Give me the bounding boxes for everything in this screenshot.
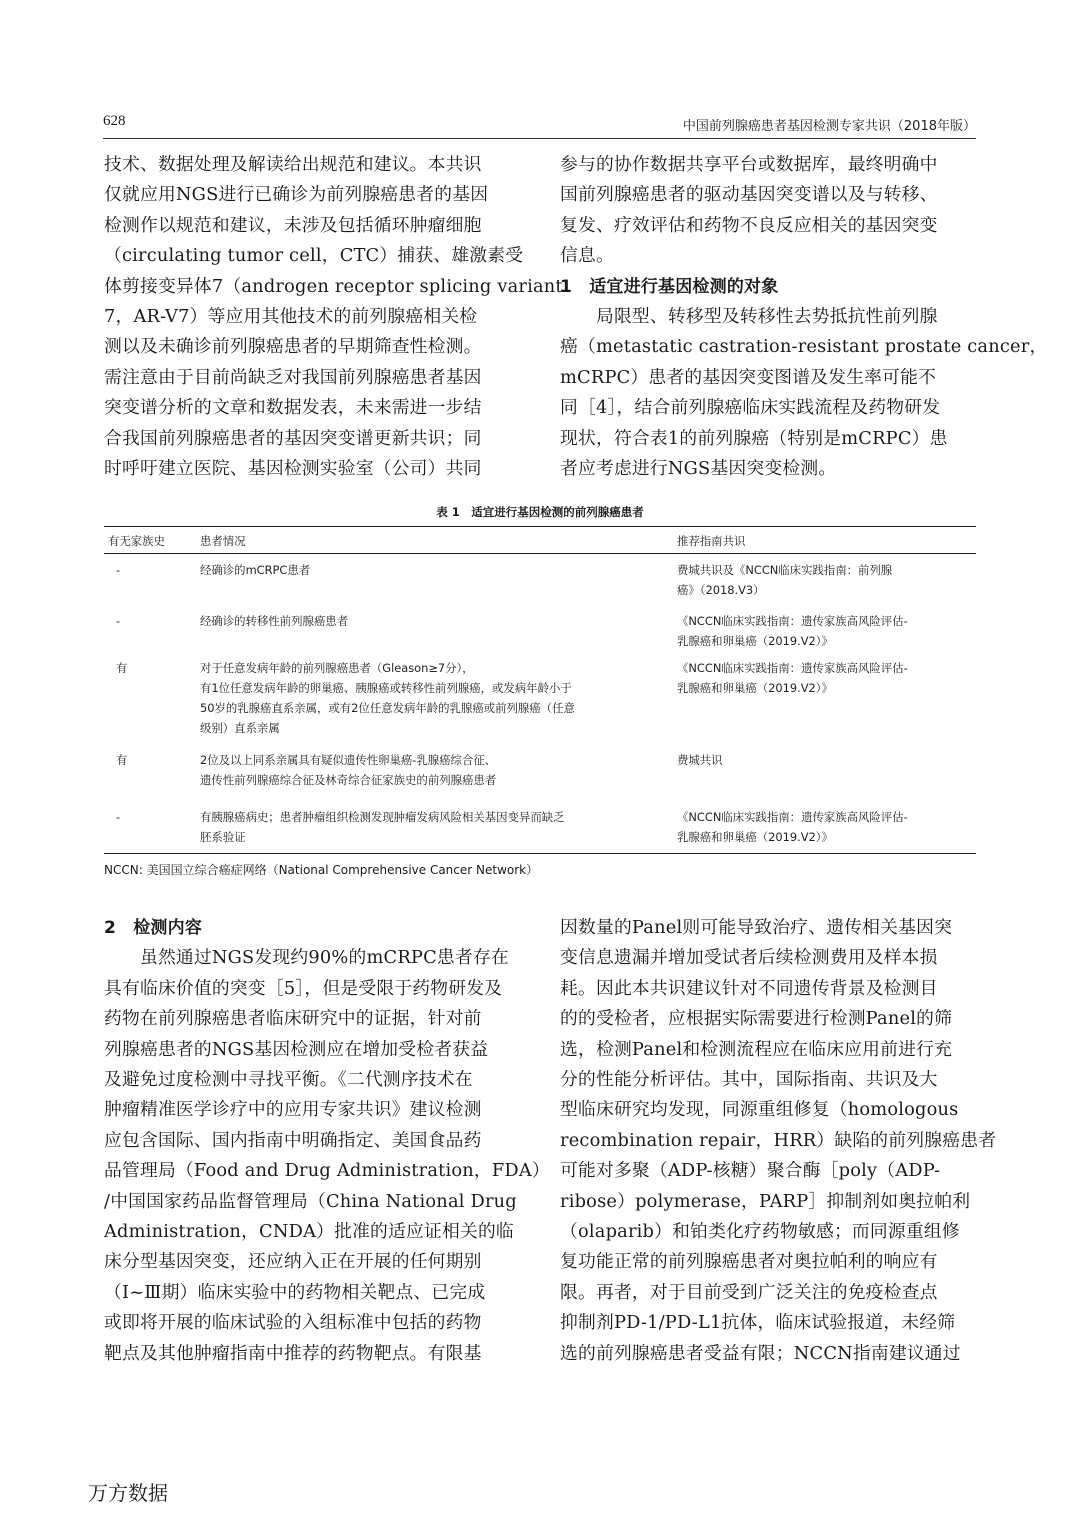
text-line: 复发、疗效评估和药物不良反应相关的基因突变: [560, 214, 938, 236]
text-line: Administration，CNDA）批准的适应证相关的临: [104, 1221, 514, 1243]
text-line: 具有临床价值的突变［5］，但是受限于药物研发及: [104, 977, 503, 999]
table-cell-guideline: 《NCCN临床实践指南：遗传家族高风险评估- 乳腺癌和卵巢癌（2019.V2）》: [677, 810, 908, 844]
text-line: 国前列腺癌患者的驱动基因突变谱以及与转移、: [560, 184, 938, 206]
table-cell-condition: 有胰腺癌病史；患者肿瘤组织检测发现肿瘤发病风险相关基因变异而缺乏 胚系验证: [200, 810, 565, 844]
table-cell-guideline: 费城共识: [677, 753, 723, 767]
text-line: （circulating tumor cell，CTC）捕获、雄激素受: [104, 245, 524, 267]
text-line: 虽然通过NGS发现约90%的mCRPC患者存在: [104, 947, 509, 969]
table-cell-condition: 2位及以上同系亲属具有疑似遗传性卵巢癌-乳腺癌综合征、 遗传性前列腺癌综合征及林奇综合征家族史的前列腺癌患者: [200, 753, 497, 787]
text-line: 测以及未确诊前列腺癌患者的早期筛查性检测。: [104, 336, 482, 358]
table-cell-family: -: [116, 810, 121, 824]
table-cell-guideline: 费城共识及《NCCN临床实践指南：前列腺 癌》（2018.V3）: [677, 563, 893, 597]
text-line: 现状，符合表1的前列腺癌（特别是mCRPC）患: [560, 427, 948, 449]
text-line: 耗。因此本共识建议针对不同遗传背景及检测目: [560, 977, 938, 999]
text-line: 可能对多聚（ADP-核糖）聚合酶［poly（ADP-: [560, 1160, 941, 1182]
text-line: 型临床研究均发现，同源重组修复（homologous: [560, 1099, 959, 1121]
text-line: 癌（metastatic castration-resistant prostate cancer，: [560, 336, 1048, 358]
text-line: 药物在前列腺癌患者临床研究中的证据，针对前: [104, 1008, 482, 1030]
text-line: 或即将开展的临床试验的入组标准中包括的药物: [104, 1312, 482, 1334]
text-line: 信息。: [560, 245, 614, 267]
text-line: 床分型基因突变，还应纳入正在开展的任何期别: [104, 1251, 482, 1273]
section-2-left: [104, 913, 550, 1369]
right-top-paragraph: [560, 150, 1048, 484]
text-line: 分的性能分析评估。其中，国际指南、共识及大: [560, 1069, 938, 1091]
text-line: 选，检测Panel和检测流程应在临床应用前进行充: [560, 1038, 953, 1060]
text-line: 抑制剂PD-1/PD-L1抗体，临床试验报道，未经筛: [560, 1312, 956, 1334]
table-cell-family: 有: [116, 753, 128, 767]
section-1-heading: 1 适宜进行基因检测的对象: [560, 276, 779, 297]
table-cell-family: -: [116, 614, 121, 628]
text-line: 选的前列腺癌患者受益有限；NCCN指南建议通过: [560, 1342, 961, 1364]
column-header-family: 有无家族史: [108, 534, 165, 548]
table-cell-condition: 对于任意发病年龄的前列腺癌患者（Gleason≥7分）， 有1位任意发病年龄的卵巢癌、胰腺癌或转移性前列腺癌，或发病年龄小于 50岁的乳腺癌直系亲属，或有2位任意发病年龄的乳腺癌或前列腺癌（任意 级别）直系亲属: [200, 661, 575, 735]
text-line: 时呼吁建立医院、基因检测实验室（公司）共同: [104, 458, 482, 480]
table-cell-condition: 经确诊的mCRPC患者: [200, 563, 311, 577]
section-2-right: [560, 913, 997, 1369]
text-line: 体剪接变异体7（androgen receptor splicing variant: [104, 275, 563, 297]
text-line: 同［4］，结合前列腺癌临床实践流程及药物研发: [560, 397, 941, 419]
text-line: 需注意由于目前尚缺乏对我国前列腺癌患者基因: [104, 366, 482, 388]
table-caption: 表 1 适宜进行基因检测的前列腺癌患者: [436, 505, 644, 519]
text-line: ribose）polymerase，PARP］抑制剂如奥拉帕利: [560, 1190, 971, 1212]
text-line: 局限型、转移型及转移性去势抵抗性前列腺: [560, 306, 938, 328]
text-line: （Ⅰ~Ⅲ期）临床实验中的药物相关靶点、已完成: [104, 1281, 486, 1303]
left-top-paragraph: [104, 150, 563, 484]
text-line: 品管理局（Food and Drug Administration，FDA）: [104, 1160, 550, 1182]
text-line: 变信息遗漏并增加受试者后续检测费用及样本损: [560, 947, 938, 969]
table-cell-guideline: 《NCCN临床实践指南：遗传家族高风险评估- 乳腺癌和卵巢癌（2019.V2）》: [677, 661, 908, 695]
text-line: 靶点及其他肿瘤指南中推荐的药物靶点。有限基: [104, 1342, 482, 1364]
column-header-condition: 患者情况: [200, 534, 246, 548]
text-line: （olaparib）和铂类化疗药物敏感；而同源重组修: [560, 1221, 960, 1243]
text-line: 复功能正常的前列腺癌患者对奥拉帕利的响应有: [560, 1251, 938, 1273]
text-line: 因数量的Panel则可能导致治疗、遗传相关基因突: [560, 917, 953, 938]
table-cell-condition: 经确诊的转移性前列腺癌患者: [200, 614, 349, 628]
text-line: 参与的协作数据共享平台或数据库，最终明确中: [560, 154, 938, 175]
text-line: 检测作以规范和建议，未涉及包括循环肿瘤细胞: [104, 214, 482, 236]
table-cell-family: 有: [116, 661, 128, 675]
text-line: 合我国前列腺癌患者的基因突变谱更新共识；同: [104, 427, 482, 449]
text-line: 列腺癌患者的NGS基因检测应在增加受检者获益: [104, 1038, 489, 1060]
text-line: 7，AR-V7）等应用其他技术的前列腺癌相关检: [104, 306, 478, 328]
page-number: 628: [103, 113, 126, 129]
text-line: mCRPC）患者的基因突变图谱及发生率可能不: [560, 366, 937, 388]
text-line: 者应考虑进行NGS基因突变检测。: [560, 458, 837, 480]
header-rule: [103, 138, 976, 139]
text-line: /中国国家药品监督管理局（China National Drug: [104, 1190, 517, 1212]
text-line: 突变谱分析的文章和数据发表，未来需进一步结: [104, 397, 482, 419]
table-cell-family: -: [116, 563, 121, 577]
table-bottom-rule: [104, 853, 976, 854]
text-line: 仅就应用NGS进行已确诊为前列腺癌患者的基因: [104, 184, 489, 206]
text-line: 肿瘤精准医学诊疗中的应用专家共识》建议检测: [104, 1099, 482, 1121]
column-header-guideline: 推荐指南共识: [677, 534, 746, 548]
section-2-heading: 2 检测内容: [104, 918, 203, 938]
table-footnote: NCCN: 美国国立综合癌症网络（National Comprehensive Cancer Network）: [104, 863, 539, 877]
text-line: 限。再者，对于目前受到广泛关注的免疫检查点: [560, 1281, 938, 1303]
footer-watermark: 万方数据: [88, 1481, 168, 1505]
text-line: 应包含国际、国内指南中明确指定、美国食品药: [104, 1129, 482, 1151]
text-line: 技术、数据处理及解读给出规范和建议。本共识: [104, 154, 482, 175]
text-line: recombination repair，HRR）缺陷的前列腺癌患者: [560, 1129, 997, 1151]
table-cell-guideline: 《NCCN临床实践指南：遗传家族高风险评估- 乳腺癌和卵巢癌（2019.V2）》: [677, 614, 908, 648]
table-header-rule: [104, 553, 976, 554]
running-title: 中国前列腺癌患者基因检测专家共识（2018年版）: [682, 119, 976, 134]
text-line: 及避免过度检测中寻找平衡。《二代测序技术在: [104, 1069, 473, 1091]
table-top-rule: [104, 526, 976, 527]
text-line: 的的受检者，应根据实际需要进行检测Panel的筛: [560, 1008, 953, 1030]
